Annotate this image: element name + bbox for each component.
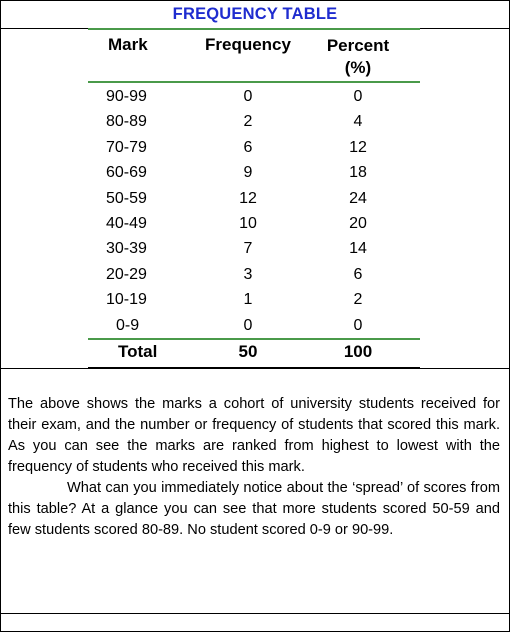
cell-percent: 6 [353, 265, 363, 283]
table-row [88, 264, 420, 289]
header-frequency: Frequency [205, 35, 291, 54]
cell-mark: 80-89 [106, 113, 147, 131]
table-row [88, 162, 420, 187]
cell-frequency: 3 [243, 265, 253, 283]
cell-frequency: 12 [239, 189, 257, 207]
table-header [88, 30, 420, 82]
table-row [88, 137, 420, 162]
cell-frequency: 9 [243, 164, 253, 182]
frequency-table [88, 30, 420, 361]
table-row [88, 289, 420, 314]
table-row [88, 213, 420, 238]
header-percent-line2: (%) [344, 58, 372, 77]
cell-percent: 14 [349, 240, 367, 258]
cell-frequency: 0 [243, 88, 253, 105]
cell-mark: 0-9 [116, 316, 140, 334]
table-body [88, 86, 420, 340]
cell-percent: 12 [349, 138, 367, 156]
cell-frequency: 6 [243, 138, 253, 156]
cell-mark: 50-59 [106, 189, 147, 207]
cell-percent: 2 [353, 291, 363, 309]
cell-mark: 30-39 [106, 240, 147, 258]
cell-percent: 0 [353, 88, 363, 105]
cell-mark: 10-19 [106, 291, 147, 309]
cell-mark: 60-69 [106, 164, 147, 182]
table-row [88, 111, 420, 136]
cell-percent: 20 [349, 214, 367, 232]
header-rule [88, 81, 420, 83]
total-frequency: 50 [238, 342, 258, 361]
spread-paragraph: What can you immediately notice about the ‘spread’ of scores from this table? At a glance you can see that more students scored 50-59 and few students scored 80-89. No student scored 0-9 or 90-99. [8, 480, 500, 538]
total-label: Total [118, 342, 158, 361]
cell-percent: 18 [349, 164, 367, 182]
cell-mark: 90-99 [106, 88, 147, 105]
table-row [88, 86, 420, 111]
cell-mark: 40-49 [106, 214, 147, 232]
table-row [88, 315, 420, 340]
cell-frequency: 2 [243, 113, 253, 131]
cell-frequency: 7 [243, 240, 253, 258]
bottom-divider [0, 613, 510, 614]
explanation-paragraph: The above shows the marks a cohort of university students received for their exam, and the number or frequency of students that scored this mark. As you can see the marks are ranked from highest to lowest with the frequency of students who received this mark. [8, 396, 500, 475]
total-top-rule [88, 338, 420, 340]
header-mark: Mark [108, 35, 148, 54]
cell-mark: 70-79 [106, 138, 147, 156]
header-percent [318, 35, 398, 79]
cell-frequency: 10 [239, 214, 257, 232]
table-row [88, 188, 420, 213]
cell-frequency: 1 [243, 291, 253, 309]
total-percent: 100 [343, 342, 373, 361]
cell-mark: 20-29 [106, 265, 147, 283]
cell-percent: 0 [353, 316, 363, 334]
header-percent-line1: Percent [326, 36, 390, 55]
total-bottom-rule [88, 367, 420, 369]
cell-percent: 4 [353, 113, 363, 131]
cell-frequency: 0 [243, 316, 253, 334]
total-row [88, 342, 420, 366]
cell-percent: 24 [349, 189, 367, 207]
table-title: FREQUENCY TABLE [172, 5, 338, 23]
table-row [88, 238, 420, 263]
